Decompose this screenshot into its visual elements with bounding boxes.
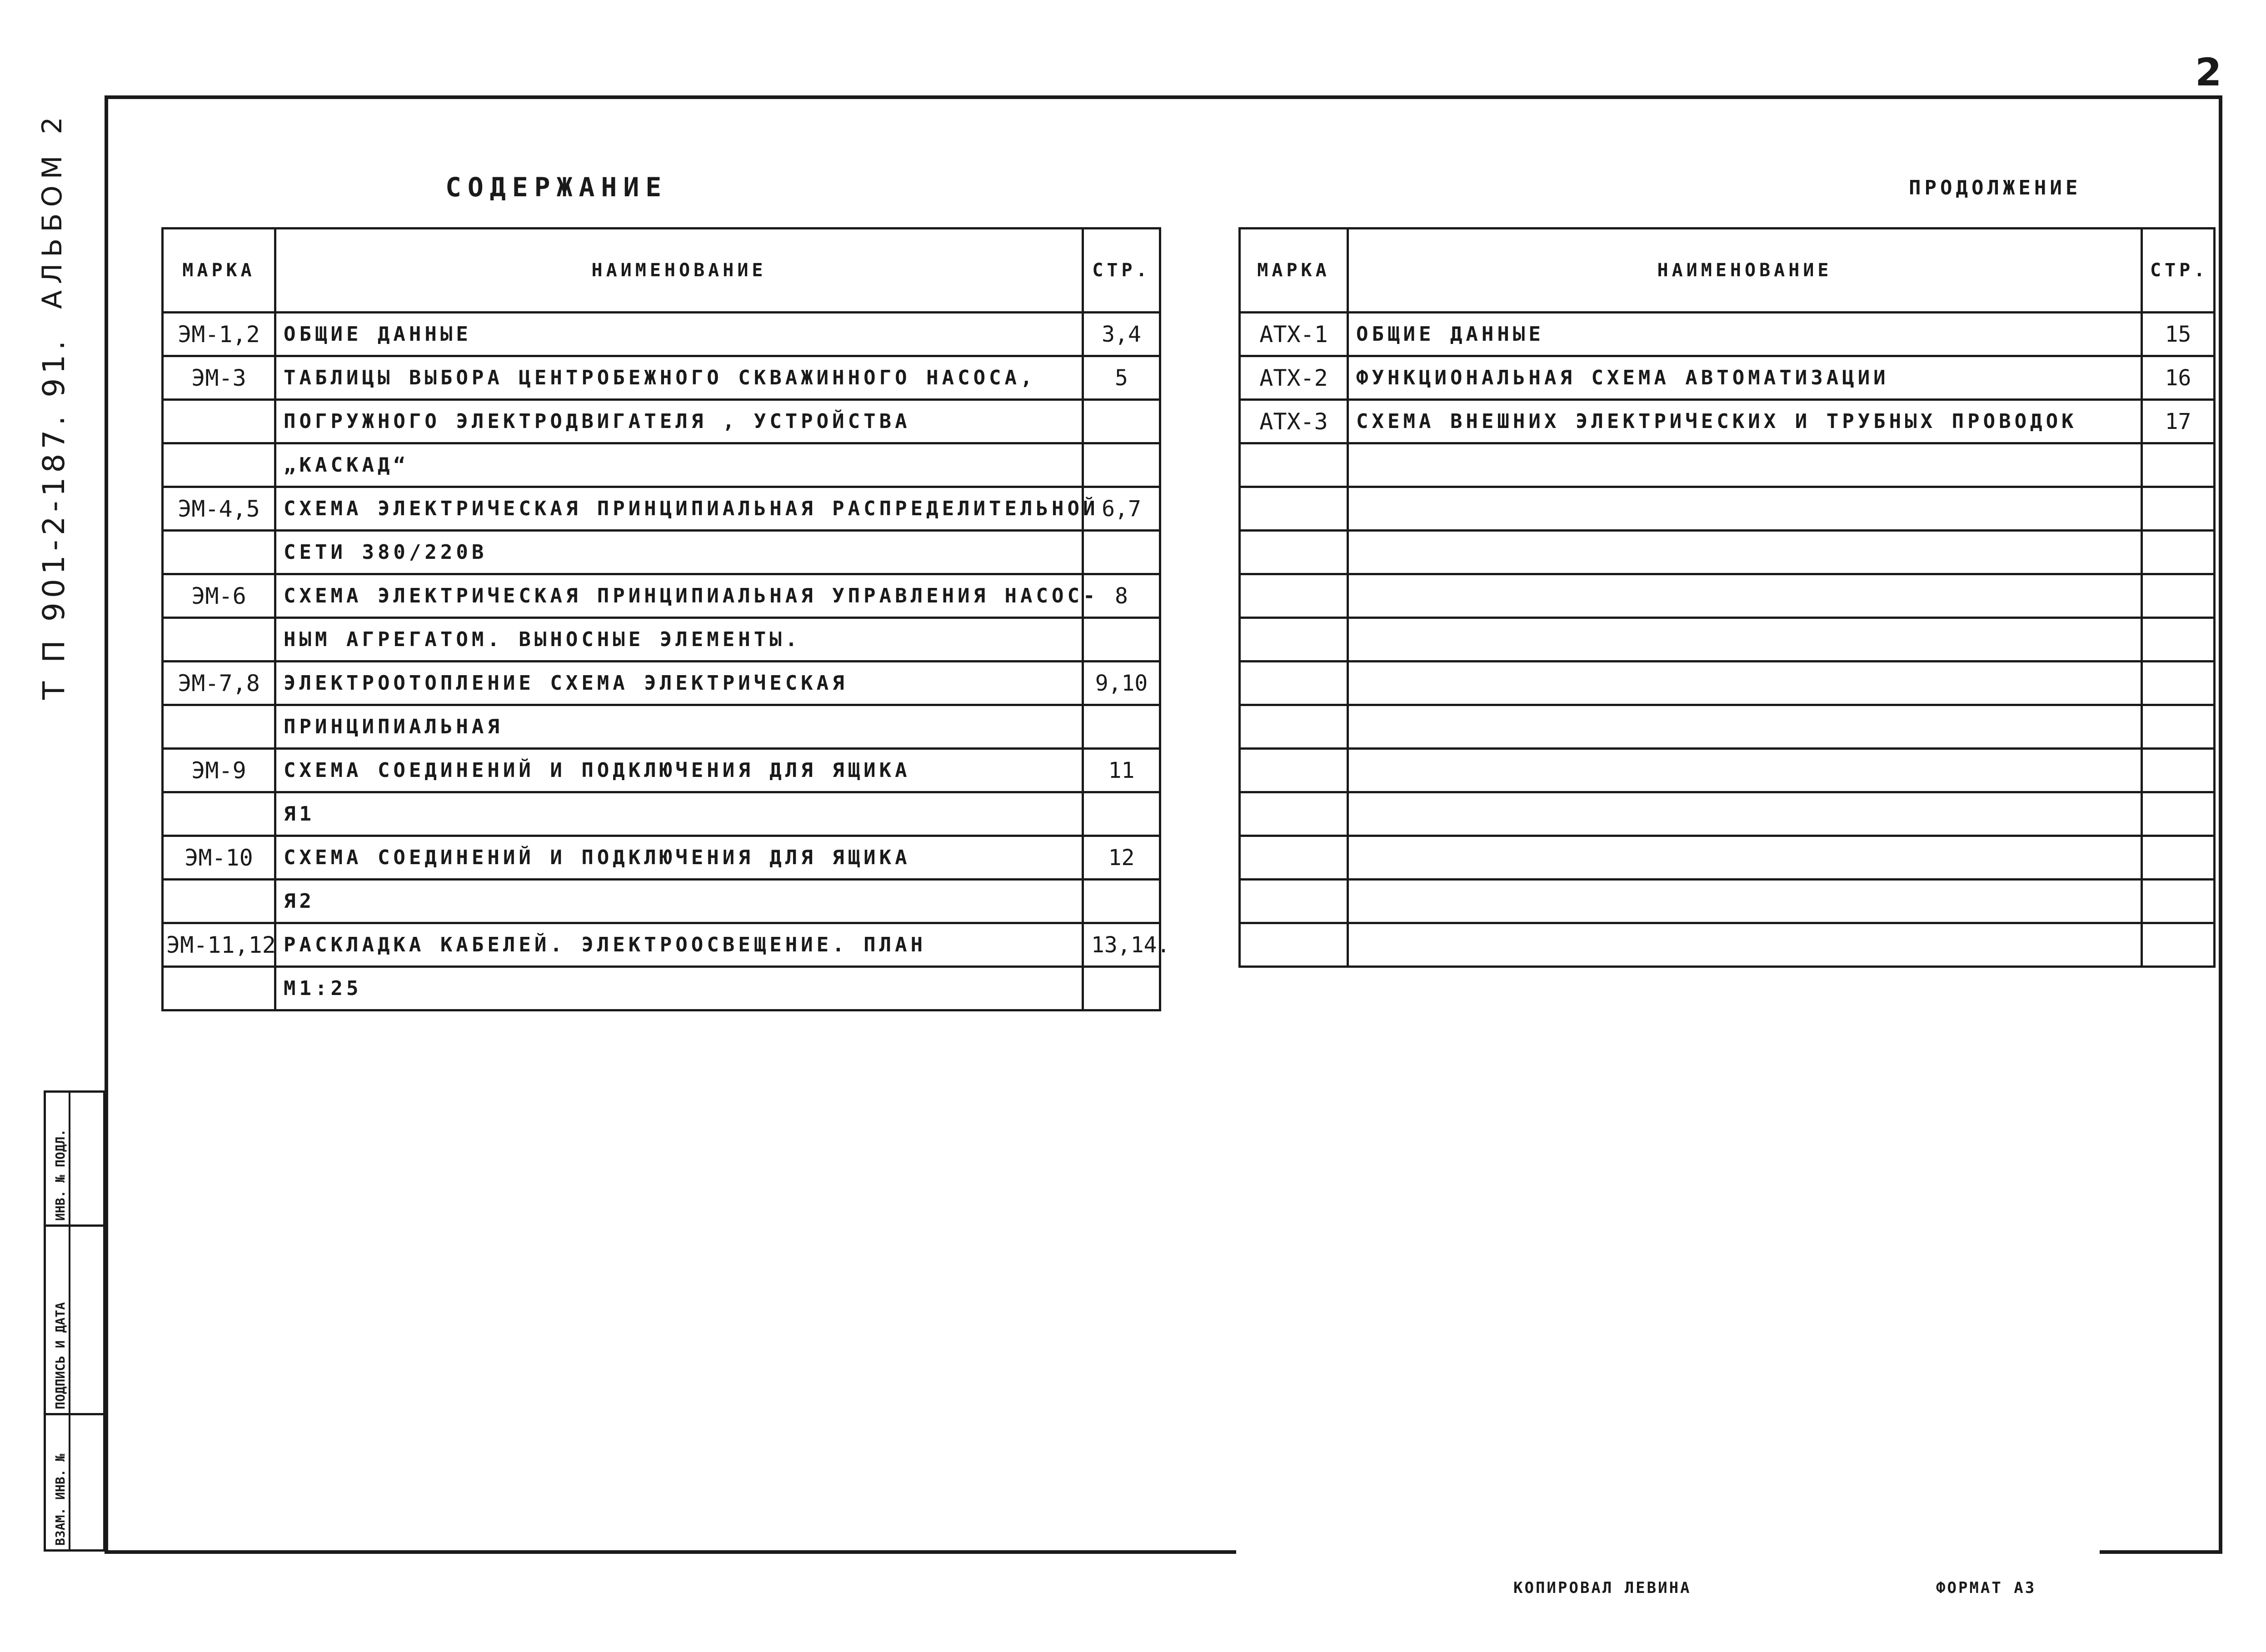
header-page: СТР. [2142,229,2215,313]
cell-name: Я1 [275,792,1083,836]
copied-by: КОПИРОВАЛ ЛЕВИНА [1513,1579,1692,1597]
cell-page [1083,880,1160,923]
cell-name: ПРИНЦИПИАЛЬНАЯ [275,705,1083,749]
cell-code: АТХ-2 [1240,356,1348,400]
table-row [1240,836,2215,880]
table-row [163,487,1160,531]
header-code: МАРКА [163,229,275,313]
table-row [1240,705,2215,749]
cell-page: 11 [1083,749,1160,792]
cell-page [1083,618,1160,662]
cell-code: ЭМ-3 [163,356,275,400]
cell-name [1348,531,2142,574]
table-row [163,313,1160,356]
cell-code [163,400,275,443]
cell-page [2142,705,2215,749]
cell-name [1348,749,2142,792]
cell-code [163,792,275,836]
cell-name [1348,487,2142,531]
cell-name: Я2 [275,880,1083,923]
cell-code [163,443,275,487]
table-row [1240,880,2215,923]
cell-code: ЭМ-11,12 [163,923,275,967]
cell-page: 9,10 [1083,662,1160,705]
cell-code [1240,618,1348,662]
table-row [1240,618,2215,662]
cell-page [2142,662,2215,705]
cell-code [163,967,275,1010]
cell-name [1348,705,2142,749]
table-row [1240,356,2215,400]
cell-page [2142,574,2215,618]
cell-code: ЭМ-4,5 [163,487,275,531]
table-row [163,836,1160,880]
table-row [163,923,1160,967]
table-row [163,705,1160,749]
table-row [1240,792,2215,836]
cell-page [1083,705,1160,749]
cell-name: СХЕМА ВНЕШНИХ ЭЛЕКТРИЧЕСКИХ И ТРУБНЫХ ПРОВОДОК [1348,400,2142,443]
table-header-row [163,229,1160,313]
cell-page [1083,967,1160,1010]
frame-bottom-left [105,1550,1236,1554]
cell-name [1348,880,2142,923]
frame-bottom-right [2100,1550,2222,1554]
cell-page [2142,531,2215,574]
cell-page: 8 [1083,574,1160,618]
cell-page [1083,531,1160,574]
table-row [1240,574,2215,618]
table-row [163,749,1160,792]
cell-name: „КАСКАД“ [275,443,1083,487]
cell-name [1348,618,2142,662]
cell-name: ЭЛЕКТРООТОПЛЕНИЕ СХЕМА ЭЛЕКТРИЧЕСКАЯ [275,662,1083,705]
cell-code [163,531,275,574]
cell-name: ОБЩИЕ ДАННЫЕ [275,313,1083,356]
cell-code: АТХ-3 [1240,400,1348,443]
cell-code [1240,792,1348,836]
cell-page: 16 [2142,356,2215,400]
table-row [163,531,1160,574]
cell-code [1240,836,1348,880]
table-row [163,662,1160,705]
table-row [163,967,1160,1010]
cell-code: ЭМ-1,2 [163,313,275,356]
cell-code [1240,487,1348,531]
header-name: НАИМЕНОВАНИЕ [1348,229,2142,313]
table-row [1240,923,2215,967]
table-row [163,880,1160,923]
cell-page [1083,400,1160,443]
cell-code: АТХ-1 [1240,313,1348,356]
cell-code: ЭМ-9 [163,749,275,792]
stamp-signature-date: ПОДПИСЬ И ДАТА [44,1224,105,1415]
cell-code: ЭМ-10 [163,836,275,880]
cell-page [1083,792,1160,836]
cell-page [2142,487,2215,531]
table-row [1240,531,2215,574]
cell-name: СЕТИ 380/220В [275,531,1083,574]
cell-name: СХЕМА ЭЛЕКТРИЧЕСКАЯ ПРИНЦИПИАЛЬНАЯ УПРАВЛЕНИЯ НАСОС- [275,574,1083,618]
cell-page: 6,7 [1083,487,1160,531]
cell-page: 3,4 [1083,313,1160,356]
cell-page [2142,880,2215,923]
stamp-inv-orig: ИНВ. № ПОДЛ. [44,1090,105,1227]
header-name: НАИМЕНОВАНИЕ [275,229,1083,313]
cell-name: СХЕМА ЭЛЕКТРИЧЕСКАЯ ПРИНЦИПИАЛЬНАЯ РАСПРЕДЕЛИТЕЛЬНОЙ [275,487,1083,531]
header-code: МАРКА [1240,229,1348,313]
cell-name: ОБЩИЕ ДАННЫЕ [1348,313,2142,356]
cell-name [1348,836,2142,880]
cell-page: 17 [2142,400,2215,443]
continuation-title: ПРОДОЛЖЕНИЕ [1909,176,2081,199]
cell-page [2142,836,2215,880]
cell-code [1240,574,1348,618]
table-row [163,443,1160,487]
cell-code [163,705,275,749]
cell-page [2142,792,2215,836]
cell-name: ФУНКЦИОНАЛЬНАЯ СХЕМА АВТОМАТИЗАЦИИ [1348,356,2142,400]
table-row [1240,443,2215,487]
table-row [1240,487,2215,531]
table-header-row [1240,229,2215,313]
cell-name: РАСКЛАДКА КАБЕЛЕЙ. ЭЛЕКТРООСВЕЩЕНИЕ. ПЛАН [275,923,1083,967]
table-row [163,792,1160,836]
cell-code [1240,531,1348,574]
cell-name: СХЕМА СОЕДИНЕНИЙ И ПОДКЛЮЧЕНИЯ ДЛЯ ЯЩИКА [275,749,1083,792]
cell-page: 5 [1083,356,1160,400]
cell-page [2142,443,2215,487]
cell-page: 12 [1083,836,1160,880]
cell-name [1348,923,2142,967]
cell-code: ЭМ-6 [163,574,275,618]
cell-page [2142,618,2215,662]
cell-name: СХЕМА СОЕДИНЕНИЙ И ПОДКЛЮЧЕНИЯ ДЛЯ ЯЩИКА [275,836,1083,880]
cell-code [1240,923,1348,967]
contents-title: СОДЕРЖАНИЕ [445,172,668,203]
stamp-replacement-inv: ВЗАМ. ИНВ. № [44,1413,105,1552]
cell-name [1348,792,2142,836]
cell-page [2142,923,2215,967]
header-page: СТР. [1083,229,1160,313]
cell-code [1240,662,1348,705]
table-row [1240,662,2215,705]
cell-code [1240,443,1348,487]
table-row [163,618,1160,662]
cell-name [1348,443,2142,487]
cell-code [163,880,275,923]
album-label: АЛЬБОМ 2 [36,110,68,309]
cell-name: ТАБЛИЦЫ ВЫБОРА ЦЕНТРОБЕЖНОГО СКВАЖИННОГО НАСОСА, [275,356,1083,400]
page-number: 2 [2195,50,2222,95]
cell-page: 13,14. [1083,923,1160,967]
table-row [1240,400,2215,443]
table-row [163,400,1160,443]
table-row [1240,749,2215,792]
cell-name: М1:25 [275,967,1083,1010]
cell-code [1240,705,1348,749]
cell-name [1348,574,2142,618]
contents-table [161,227,1170,1011]
table-row [163,356,1160,400]
paper-format: ФОРМАТ А3 [1936,1579,2036,1597]
cell-code: ЭМ-7,8 [163,662,275,705]
cell-name: НЫМ АГРЕГАТОМ. ВЫНОСНЫЕ ЭЛЕМЕНТЫ. [275,618,1083,662]
table-row [163,574,1160,618]
cell-page [1083,443,1160,487]
cell-name: ПОГРУЖНОГО ЭЛЕКТРОДВИГАТЕЛЯ , УСТРОЙСТВА [275,400,1083,443]
cell-code [1240,749,1348,792]
cell-page [2142,749,2215,792]
project-code: Т П 901-2-187. 91. [36,336,71,700]
table-row [1240,313,2215,356]
cell-code [163,618,275,662]
cell-page: 15 [2142,313,2215,356]
cell-code [1240,880,1348,923]
cell-name [1348,662,2142,705]
continuation-table [1238,227,2216,968]
